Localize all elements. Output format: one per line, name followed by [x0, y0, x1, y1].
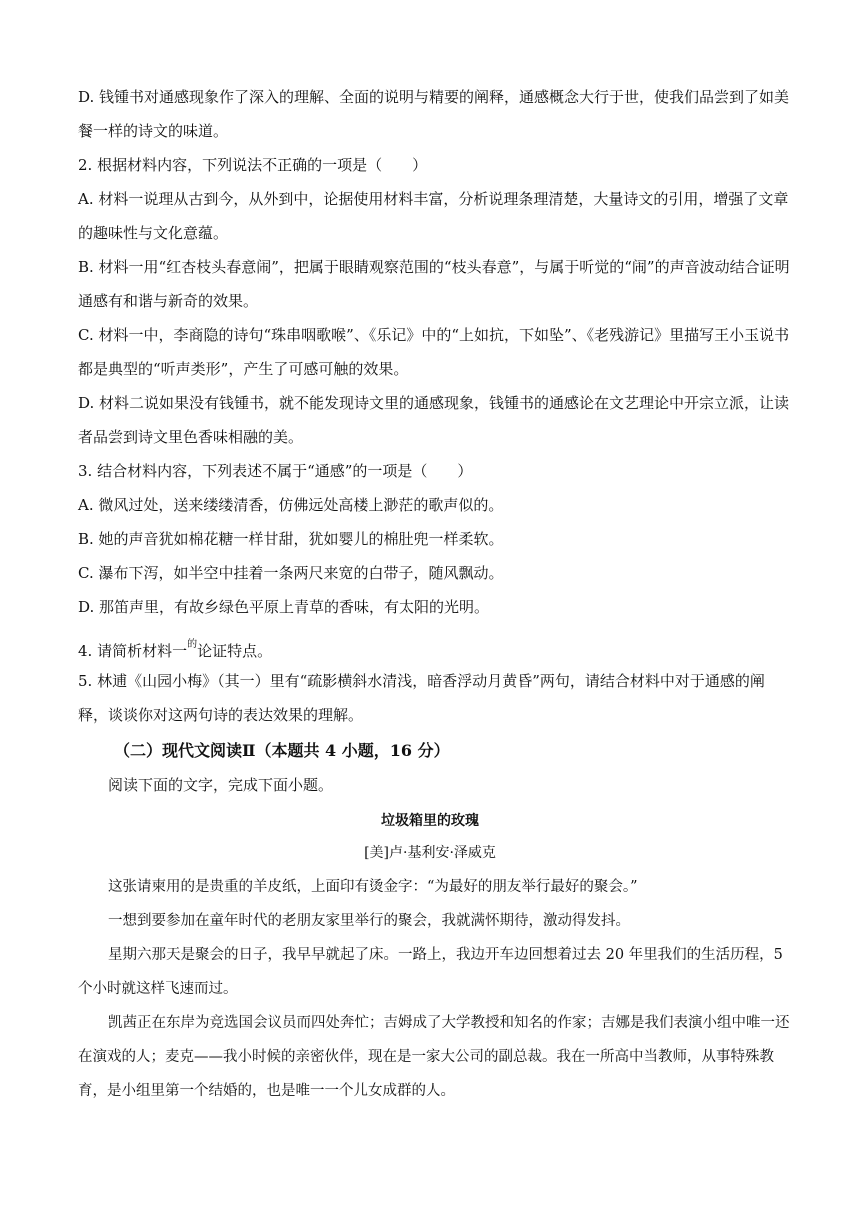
story-paragraph-4	[78, 1006, 790, 1108]
q3-option-c: C. 瀑布下泻，如半空中挂着一条两尺来宽的白带子，随风飘动。	[78, 564, 504, 582]
q5-question: 5. 林逋《山园小梅》（其一）里有“疏影横斜水清浅，暗香浮动月黄昏”两句，请结合材料中对于通感的阐释，谈谈你对这两句诗的表达效果的理解。	[78, 672, 765, 724]
q2-stem: 2. 根据材料内容，下列说法不正确的一项是（ ）	[78, 156, 428, 174]
story-title: 垃圾箱里的玫瑰	[381, 813, 479, 829]
section-heading: （二）现代文阅读Ⅱ（本题共 4 小题，16 分）	[114, 741, 450, 760]
story-p4-text: 凯茜正在东岸为竞选国会议员而四处奔忙；吉姆成了大学教授和知名的作家；吉娜是我们表演小组中唯一还在演戏的人；麦克——我小时候的亲密伙伴，现在是一家大公司的副总裁。我在一所高中当教师，从事特殊教育，是小组里第一个结婚的，也是唯一一个儿女成群的人。	[78, 1015, 790, 1099]
story-author: [美]卢·基利安·泽威克	[364, 845, 496, 861]
story-paragraph-3	[78, 938, 790, 1006]
q4-text-after: 论证特点。	[197, 642, 273, 660]
q3-option-d: D. 那笛声里，有故乡绿色平原上青草的香味，有太阳的光明。	[78, 598, 490, 616]
story-paragraph-1	[78, 870, 790, 904]
q3-stem: 3. 结合材料内容，下列表述不属于“通感”的一项是（ ）	[78, 462, 473, 480]
q2-option-a: A. 材料一说理从古到今，从外到中，论据使用材料丰富，分析说理条理清楚，大量诗文的引用，增强了文章的趣味性与文化意蕴。	[78, 190, 789, 242]
q4-question	[78, 628, 790, 668]
q1-option-d: D. 钱锺书对通感现象作了深入的理解、全面的说明与精要的阐释，通感概念大行于世，使我们品尝到了如美餐一样的诗文的味道。	[78, 88, 790, 140]
q2-option-d: D. 材料二说如果没有钱锺书，就不能发现诗文里的通感现象，钱锺书的通感论在文艺理论中开宗立派，让读者品尝到诗文里色香味相融的美。	[78, 394, 790, 446]
story-p3-text: 星期六那天是聚会的日子，我早早就起了床。一路上，我边开车边回想着过去 20 年里我们的生活历程，5 个小时就这样飞速而过。	[78, 947, 783, 997]
q3-option-b: B. 她的声音犹如棉花糖一样甘甜，犹如婴儿的棉肚兜一样柔软。	[78, 530, 504, 548]
q2-option-c: C. 材料一中，李商隐的诗句“珠串咽歌喉”、《乐记》中的“上如抗，下如坠”、《老残游记》里描写王小玉说书都是典型的“听声类形”，产生了可感可触的效果。	[78, 326, 790, 378]
story-p2-text: 一想到要参加在童年时代的老朋友家里举行的聚会，我就满怀期待，激动得发抖。	[108, 913, 630, 929]
q2-option-b: B. 材料一用“红杏枝头春意闹”，把属于眼睛观察范围的“枝头春意”，与属于听觉的“闹”的声音波动结合证明通感有和谐与新奇的效果。	[78, 258, 790, 310]
story-paragraph-2	[78, 904, 790, 938]
q3-option-a: A. 微风过处，送来缕缕清香，仿佛远处高楼上渺茫的歌声似的。	[78, 496, 504, 514]
story-p1-text: 这张请柬用的是贵重的羊皮纸，上面印有烫金字：“为最好的朋友举行最好的聚会。”	[108, 879, 638, 895]
section-lead: 阅读下面的文字，完成下面小题。	[108, 776, 334, 794]
q4-text-before: 4. 请简析材料一	[78, 642, 188, 660]
q4-sup: 的	[187, 639, 198, 650]
